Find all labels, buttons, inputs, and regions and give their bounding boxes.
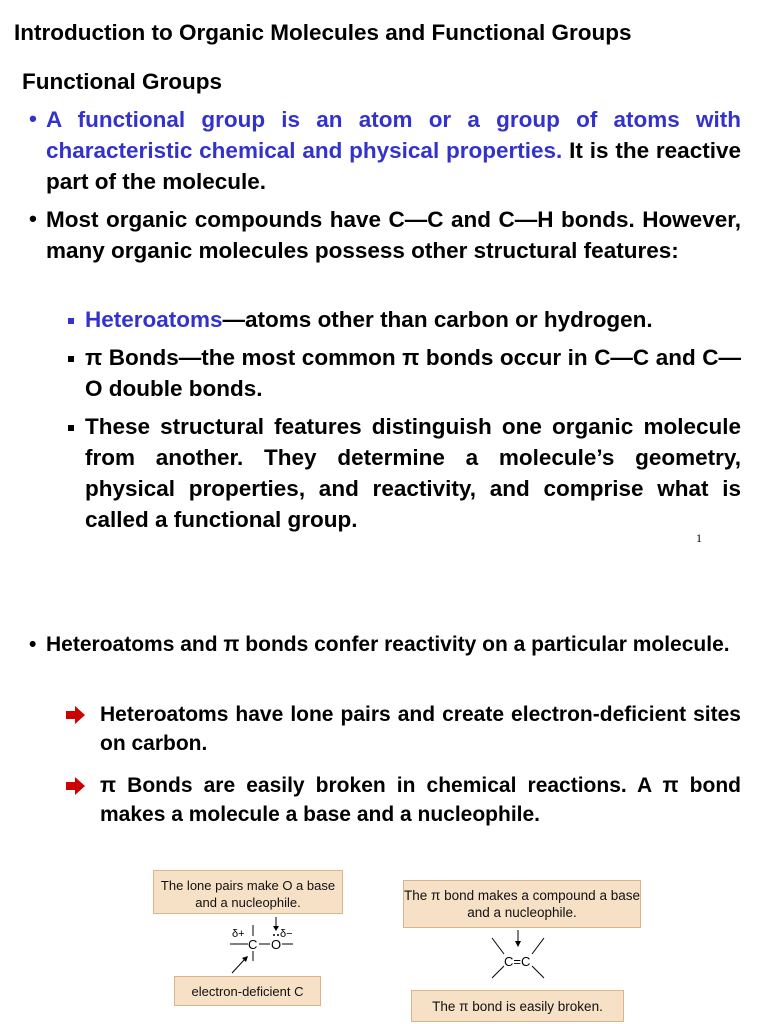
alkene-structure-diagram	[480, 928, 560, 988]
bullet-dot: •	[29, 106, 37, 131]
oxygen-atom-label: O	[271, 937, 282, 952]
bullet-dot: •	[29, 206, 37, 231]
slide-title: Introduction to Organic Molecules and Functional Groups	[14, 20, 632, 45]
sub-bullet-structural-features: These structural features distinguish one organic molecule from another. They determine a molecule’s geometry, physical properties, and reactivity, and comprise what is called a functional group.	[85, 414, 741, 532]
bullet-reactivity: Heteroatoms and π bonds confer reactivity on a particular molecule.	[46, 633, 730, 656]
red-arrow-icon	[65, 776, 87, 796]
electron-deficient-callout: electron-deficient C	[174, 976, 321, 1006]
sub-bullet-heteroatoms	[85, 304, 745, 335]
section-heading: Functional Groups	[22, 69, 222, 94]
alkene-label: C=C	[504, 954, 531, 969]
bullet-dot: •	[29, 633, 37, 656]
heteroatoms-term: Heteroatoms	[85, 307, 223, 332]
bullet-functional-group-definition	[46, 104, 741, 197]
heteroatoms-definition: —atoms other than carbon or hydrogen.	[222, 307, 653, 332]
bullet-organic-compounds: Most organic compounds have C—C and C—H bonds. However, many organic molecules possess other structural features:	[46, 207, 741, 263]
sub-bullet-pi-bonds: π Bonds—the most common π bonds occur in C—C and C—O double bonds.	[85, 345, 741, 401]
carbonyl-structure-diagram	[220, 915, 310, 975]
pi-bond-base-callout: The π bond makes a compound a base and a nucleophile.	[403, 880, 641, 928]
square-bullet-icon	[68, 356, 74, 362]
square-bullet-icon	[68, 425, 74, 431]
delta-minus-label: δ−	[280, 928, 293, 940]
definition-text: A functional group is an atom or a group of atoms with characteristic chemical and physical properties.	[46, 107, 741, 163]
arrow-item-heteroatoms: Heteroatoms have lone pairs and create electron-deficient sites on carbon.	[100, 703, 741, 755]
red-arrow-icon	[65, 705, 87, 725]
pi-bond-broken-callout: The π bond is easily broken.	[411, 990, 624, 1022]
arrow-item-pi-bonds: π Bonds are easily broken in chemical reactions. A π bond makes a molecule a base and a nucleophile.	[100, 774, 741, 826]
carbon-atom-label: C	[248, 937, 258, 952]
lone-pairs-callout: The lone pairs make O a base and a nucleophile.	[153, 870, 343, 914]
square-bullet-icon	[68, 318, 74, 324]
delta-plus-label: δ+	[232, 928, 245, 940]
page-number: 1	[696, 531, 702, 545]
definition-continuation: It is the reactive part of the molecule.	[46, 138, 741, 194]
